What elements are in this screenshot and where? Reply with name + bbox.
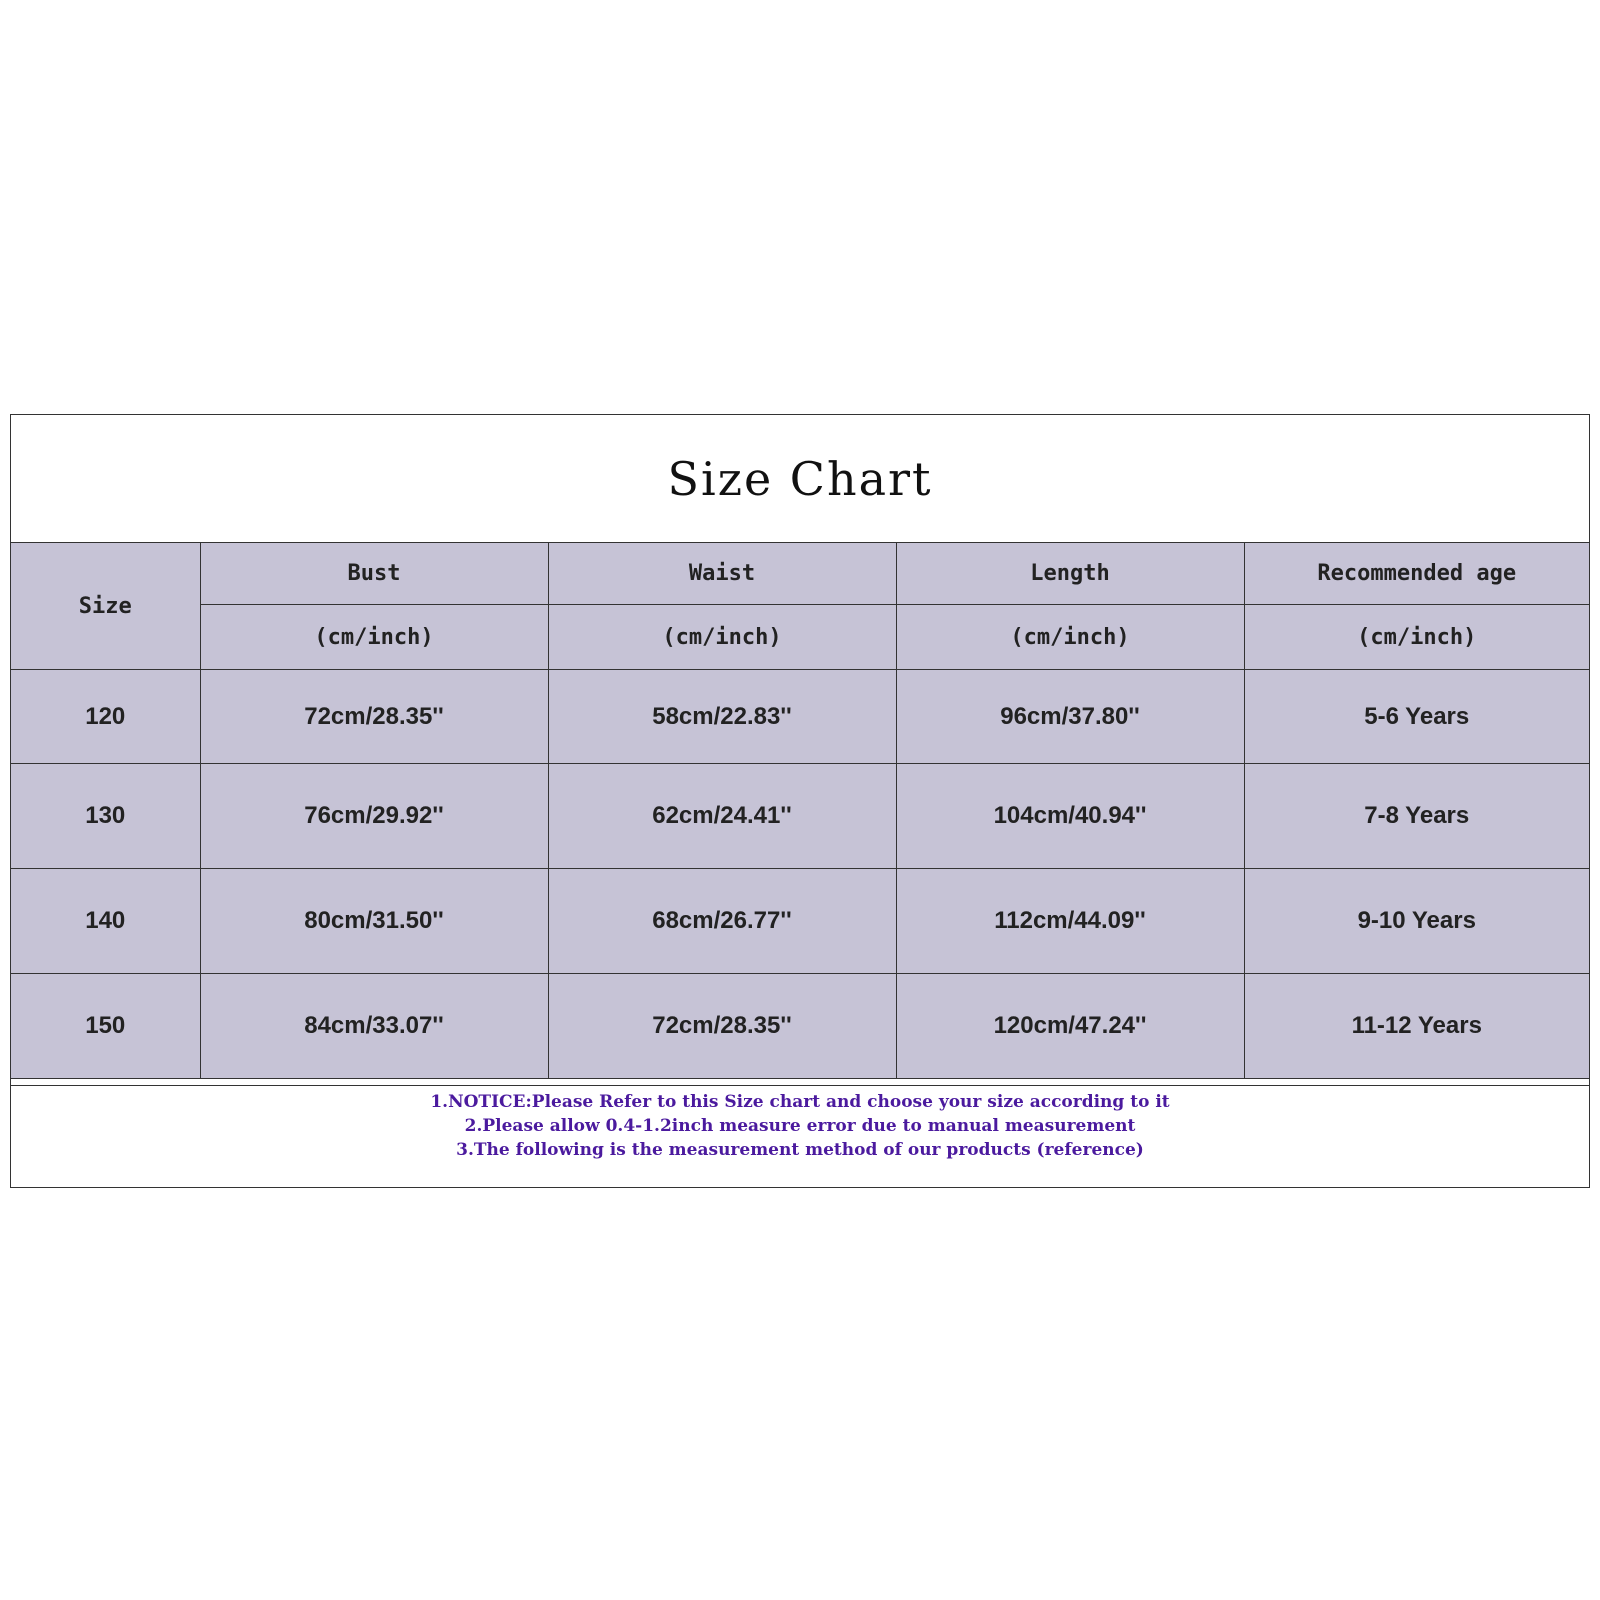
notes-section (11, 1085, 1589, 1187)
header-row (11, 543, 1589, 605)
note-line: 1.NOTICE:Please Refer to this Size chart and choose your size according to it (430, 1092, 1170, 1112)
header-size: Size (11, 543, 200, 670)
unit-length: (cm/inch) (896, 605, 1244, 670)
size-chart (10, 414, 1590, 1188)
note-line: 2.Please allow 0.4-1.2inch measure error due to manual measurement (464, 1116, 1136, 1136)
chart-title: Size Chart (11, 415, 1589, 543)
unit-bust: (cm/inch) (200, 605, 548, 670)
cell-waist: 62cm/24.41'' (548, 764, 896, 869)
cell-age: 11-12 Years (1244, 974, 1589, 1079)
header-age: Recommended age (1244, 543, 1589, 605)
cell-waist: 68cm/26.77'' (548, 869, 896, 974)
units-row (11, 605, 1589, 670)
cell-length: 112cm/44.09'' (896, 869, 1244, 974)
unit-age: (cm/inch) (1244, 605, 1589, 670)
cell-bust: 80cm/31.50'' (200, 869, 548, 974)
cell-bust: 72cm/28.35'' (200, 670, 548, 764)
note-line: 3.The following is the measurement method of our products (reference) (456, 1140, 1144, 1160)
header-waist: Waist (548, 543, 896, 605)
cell-length: 96cm/37.80'' (896, 670, 1244, 764)
table-row (11, 764, 1589, 869)
table-row (11, 869, 1589, 974)
cell-bust: 84cm/33.07'' (200, 974, 548, 1079)
cell-size: 120 (11, 670, 200, 764)
cell-length: 104cm/40.94'' (896, 764, 1244, 869)
table-row (11, 974, 1589, 1079)
cell-size: 140 (11, 869, 200, 974)
header-bust: Bust (200, 543, 548, 605)
cell-size: 130 (11, 764, 200, 869)
size-table (11, 543, 1589, 1079)
table-row (11, 670, 1589, 764)
cell-bust: 76cm/29.92'' (200, 764, 548, 869)
cell-age: 5-6 Years (1244, 670, 1589, 764)
header-length: Length (896, 543, 1244, 605)
cell-waist: 58cm/22.83'' (548, 670, 896, 764)
cell-age: 9-10 Years (1244, 869, 1589, 974)
unit-waist: (cm/inch) (548, 605, 896, 670)
cell-age: 7-8 Years (1244, 764, 1589, 869)
cell-waist: 72cm/28.35'' (548, 974, 896, 1079)
cell-length: 120cm/47.24'' (896, 974, 1244, 1079)
cell-size: 150 (11, 974, 200, 1079)
